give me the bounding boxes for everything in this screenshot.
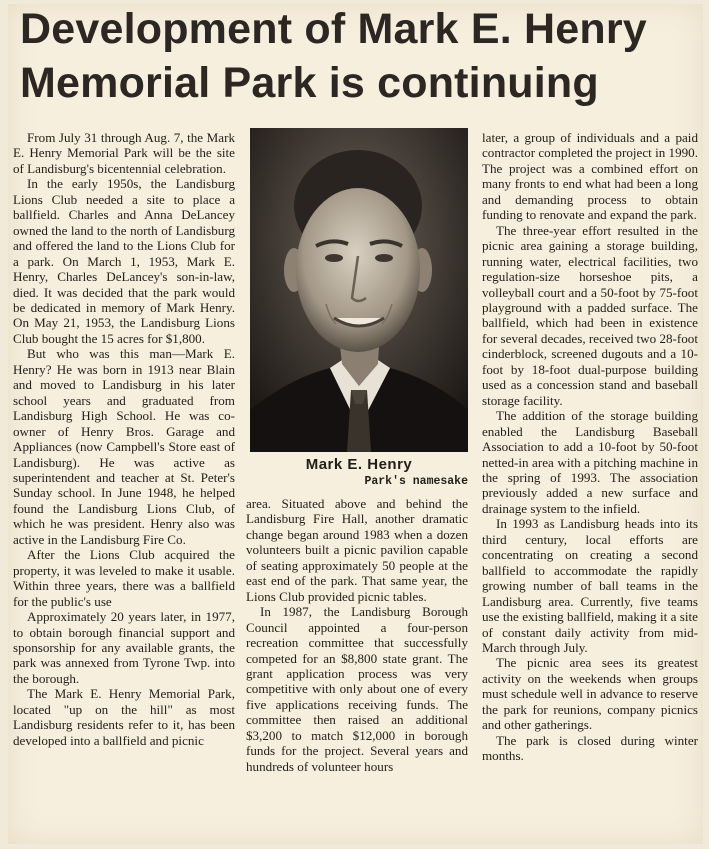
paragraph: later, a group of individuals and a paid contractor completed the project in 1990. The project was a combined effort on many fronts to end what had been a long and demanding process to obtain funding to renovate and expand the park. xyxy=(482,130,698,223)
paragraph: The park is closed during winter months. xyxy=(482,732,698,764)
caption-subtitle: Park's namesake xyxy=(364,475,468,488)
paragraph: In 1993 as Landisburg heads into its third century, local efforts are concentrating on creating a second ballfield to accommodate the rapidly growing number of ball teams in the Landisburg area. Currently, five teams use the existing ballfield, making it a site of constant daily activity from mid-March through July. xyxy=(482,516,698,655)
article-column-1 xyxy=(13,130,235,748)
paragraph: But who was this man—Mark E. Henry? He was born in 1913 near Blain and moved to Landisburg in his later school years and graduated from Landisburg High School. He was co-owner of Henry Bros. Garage and Appliances (now Campbell's Store east of Landisburg). He was active as superintendent and teacher at St. Peter's Sunday school. In June 1948, he helped found the Landisburg Lions Club, of which he was president. Henry also was active in the Landisburg Fire Co. xyxy=(13,346,235,547)
paragraph: In the early 1950s, the Landisburg Lions Club needed a site to place a ballfield. Charles and Anna DeLancey owned the land to the north of Landisburg and offered the land to the Lions Club for a park. On March 1, 1953, Mark E. Henry, Charles DeLancey's son-in-law, died. It was decided that the park would be dedicated in memory of Mark Henry. On May 21, 1953, the Landisburg Lions Club bought the 15 acres for $1,800. xyxy=(13,176,235,346)
caption-name: Mark E. Henry xyxy=(305,456,413,473)
paragraph: The picnic area sees its greatest activity on the weekends when groups must schedule well in advance to reserve the park for reunions, company picnics and other gatherings. xyxy=(482,655,698,733)
paragraph: From July 31 through Aug. 7, the Mark E. Henry Memorial Park will be the site of Landisburg's bicentennial celebration. xyxy=(13,130,235,176)
paragraph: The addition of the storage building enabled the Landisburg Baseball Association to add a 10-foot by 50-foot netted-in area with a pitching machine in the spring of 1993. The association previously added a new surface and drainage system to the infield. xyxy=(482,408,698,516)
paragraph: After the Lions Club acquired the property, it was leveled to make it usable. Within three years, there was a ballfield for the public's use xyxy=(13,547,235,609)
article-column-3 xyxy=(482,130,698,764)
paragraph: The Mark E. Henry Memorial Park, located "up on the hill" as most Landisburg residents refer to it, has been developed into a ballfield and picnic xyxy=(13,686,235,748)
paragraph: Approximately 20 years later, in 1977, to obtain borough financial support and sponsorship for any available grants, the park was annexed from Tyrone Twp. into the borough. xyxy=(13,609,235,686)
paragraph: In 1987, the Landisburg Borough Council appointed a four-person recreation committee that successfully competed for an $8,800 state grant. The grant application process was very competitive with only about one of every five applications receiving funds. The committee then raised an additional $3,200 to match $12,000 in borough funds for the project. Several years and hundreds of volunteer hours xyxy=(246,604,468,774)
portrait-image xyxy=(250,128,468,452)
article-column-2 xyxy=(246,496,468,774)
photo-caption xyxy=(250,456,468,488)
portrait-photo xyxy=(250,128,468,452)
paragraph: The three-year effort resulted in the picnic area gaining a storage building, running water, electrical facilities, two regulation-size horseshoe pits, a volleyball court and a 50-foot by 75-foot playground with a padded surface. The ballfield, which had been in existence for several decades, received two 28-foot cinderblock, screened dugouts and a 10-foot by 18-foot dual-purpose building used as a concession stand and baseball storage facility. xyxy=(482,222,698,408)
paragraph: area. Situated above and behind the Landisburg Fire Hall, another dramatic change began around 1983 when a dozen volunteers built a picnic pavilion capable of seating approximately 50 people at the east end of the park. That same year, the Lions Club provided picnic tables. xyxy=(246,496,468,604)
headline: Development of Mark E. Henry Memorial Park is continuing xyxy=(20,5,647,107)
